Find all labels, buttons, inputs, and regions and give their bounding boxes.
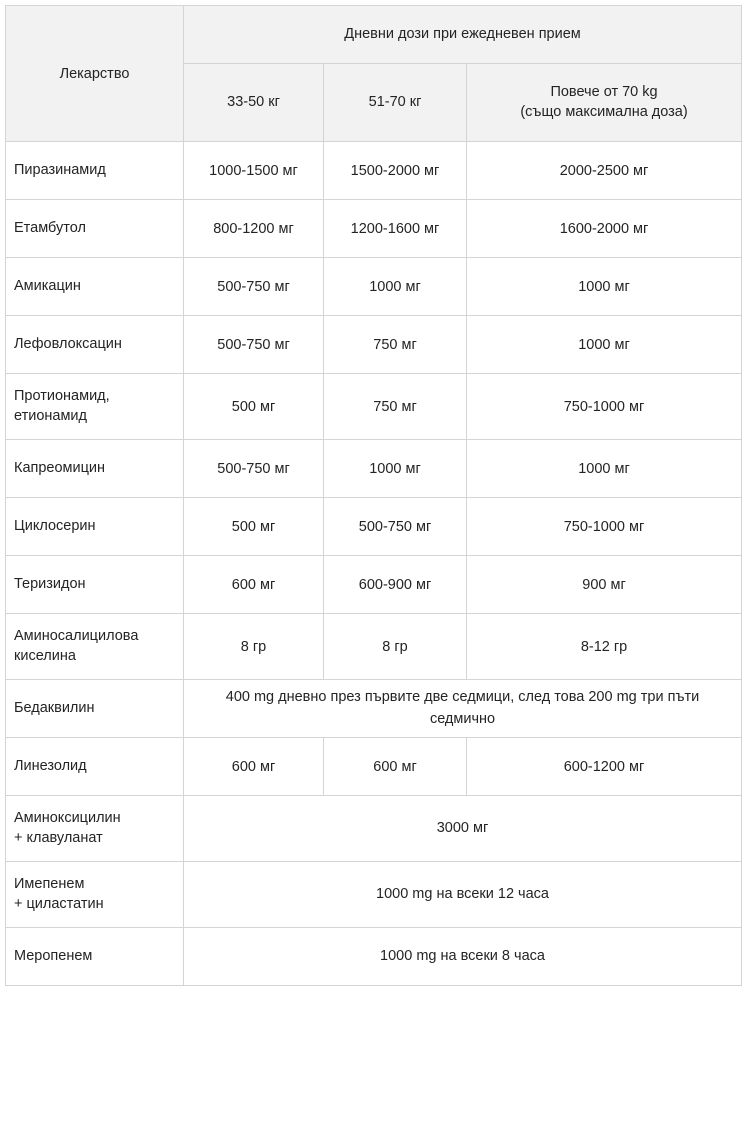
cell-drug-name [6,738,184,796]
cell-dose-51-70: 1500-2000 мг [324,142,467,200]
cell-dose-33-50: 8 гр [184,614,324,680]
table-header [6,6,742,142]
header-row-group [6,6,742,64]
cell-dose-over-70: 8-12 гр [467,614,742,680]
table-row [6,796,742,862]
cell-dose-over-70: 2000-2500 мг [467,142,742,200]
cell-dose-over-70: 600-1200 мг [467,738,742,796]
drug-name-line: Имепенем [14,875,85,892]
cell-dose-33-50: 800-1200 мг [184,200,324,258]
drug-name-line: киселина [14,647,76,664]
header-weight-over-70 [467,64,742,142]
table-row [6,498,742,556]
cell-drug-name [6,796,184,862]
table-row [6,200,742,258]
cell-dose-51-70: 500-750 мг [324,498,467,556]
table-row [6,862,742,928]
cell-drug-name [6,614,184,680]
drug-name-line: Протионамид, [14,387,110,404]
cell-dose-33-50: 500-750 мг [184,316,324,374]
drug-name-line: + циластатин [14,895,104,912]
drug-name-line: Амикацин [14,277,81,294]
cell-drug-name [6,142,184,200]
cell-dose-33-50: 500-750 мг [184,258,324,316]
table-row [6,680,742,738]
cell-dose-over-70: 900 мг [467,556,742,614]
cell-dose-51-70: 1200-1600 мг [324,200,467,258]
cell-dose-51-70: 1000 мг [324,258,467,316]
cell-dose-51-70: 750 мг [324,374,467,440]
drug-name-line: Лефовлоксацин [14,335,122,352]
drug-name-line: Бедаквилин [14,699,95,716]
cell-dose-33-50: 500 мг [184,374,324,440]
drug-name-line: Етамбутол [14,219,86,236]
cell-dose-all-weights: 400 mg дневно през първите две седмици, след това 200 mg три пъти седмично [184,680,742,738]
cell-dose-51-70: 1000 мг [324,440,467,498]
drug-name-line: Капреомицин [14,459,106,476]
cell-dose-over-70: 1000 мг [467,440,742,498]
cell-dose-over-70: 1000 мг [467,258,742,316]
cell-dose-all-weights: 3000 мг [184,796,742,862]
table-row [6,440,742,498]
cell-dose-51-70: 8 гр [324,614,467,680]
drug-name-line: етионамид [14,407,87,424]
header-weight-over-70-line1: Повече от 70 kg [550,83,658,100]
cell-drug-name [6,374,184,440]
cell-drug-name [6,498,184,556]
drug-name-line: Циклосерин [14,517,96,534]
header-drug-column: Лекарство [6,6,184,142]
cell-drug-name [6,440,184,498]
table-row [6,614,742,680]
table-body [6,142,742,986]
drug-name-line: Меропенем [14,947,93,964]
daily-dosage-table [5,5,742,986]
table-row [6,374,742,440]
table-row [6,738,742,796]
cell-drug-name [6,862,184,928]
cell-dose-51-70: 750 мг [324,316,467,374]
cell-drug-name [6,556,184,614]
cell-dose-all-weights: 1000 mg на всеки 12 часа [184,862,742,928]
drug-name-line: Теризидон [14,575,86,592]
cell-dose-over-70: 750-1000 мг [467,498,742,556]
header-weight-33-50: 33-50 кг [184,64,324,142]
header-weight-over-70-line2: (също максимална доза) [520,103,688,120]
cell-dose-51-70: 600-900 мг [324,556,467,614]
cell-dose-over-70: 1000 мг [467,316,742,374]
table-row [6,316,742,374]
header-weight-51-70: 51-70 кг [324,64,467,142]
cell-dose-over-70: 750-1000 мг [467,374,742,440]
cell-dose-33-50: 500 мг [184,498,324,556]
cell-dose-33-50: 500-750 мг [184,440,324,498]
table-row [6,928,742,986]
drug-name-line: Аминоксицилин [14,809,121,826]
table-row [6,556,742,614]
drug-name-line: Пиразинамид [14,161,106,178]
dosage-table-container [0,5,746,986]
table-row [6,142,742,200]
drug-name-line: Линезолид [14,757,87,774]
cell-dose-33-50: 600 мг [184,738,324,796]
cell-dose-33-50: 600 мг [184,556,324,614]
cell-dose-all-weights: 1000 mg на всеки 8 часа [184,928,742,986]
cell-dose-51-70: 600 мг [324,738,467,796]
cell-dose-33-50: 1000-1500 мг [184,142,324,200]
drug-name-line: Аминосалицилова [14,627,139,644]
cell-drug-name [6,200,184,258]
cell-dose-over-70: 1600-2000 мг [467,200,742,258]
cell-drug-name [6,680,184,738]
cell-drug-name [6,928,184,986]
header-daily-dose-group: Дневни дози при ежедневен прием [184,6,742,64]
drug-name-line: + клавуланат [14,829,103,846]
cell-drug-name [6,316,184,374]
table-row [6,258,742,316]
cell-drug-name [6,258,184,316]
